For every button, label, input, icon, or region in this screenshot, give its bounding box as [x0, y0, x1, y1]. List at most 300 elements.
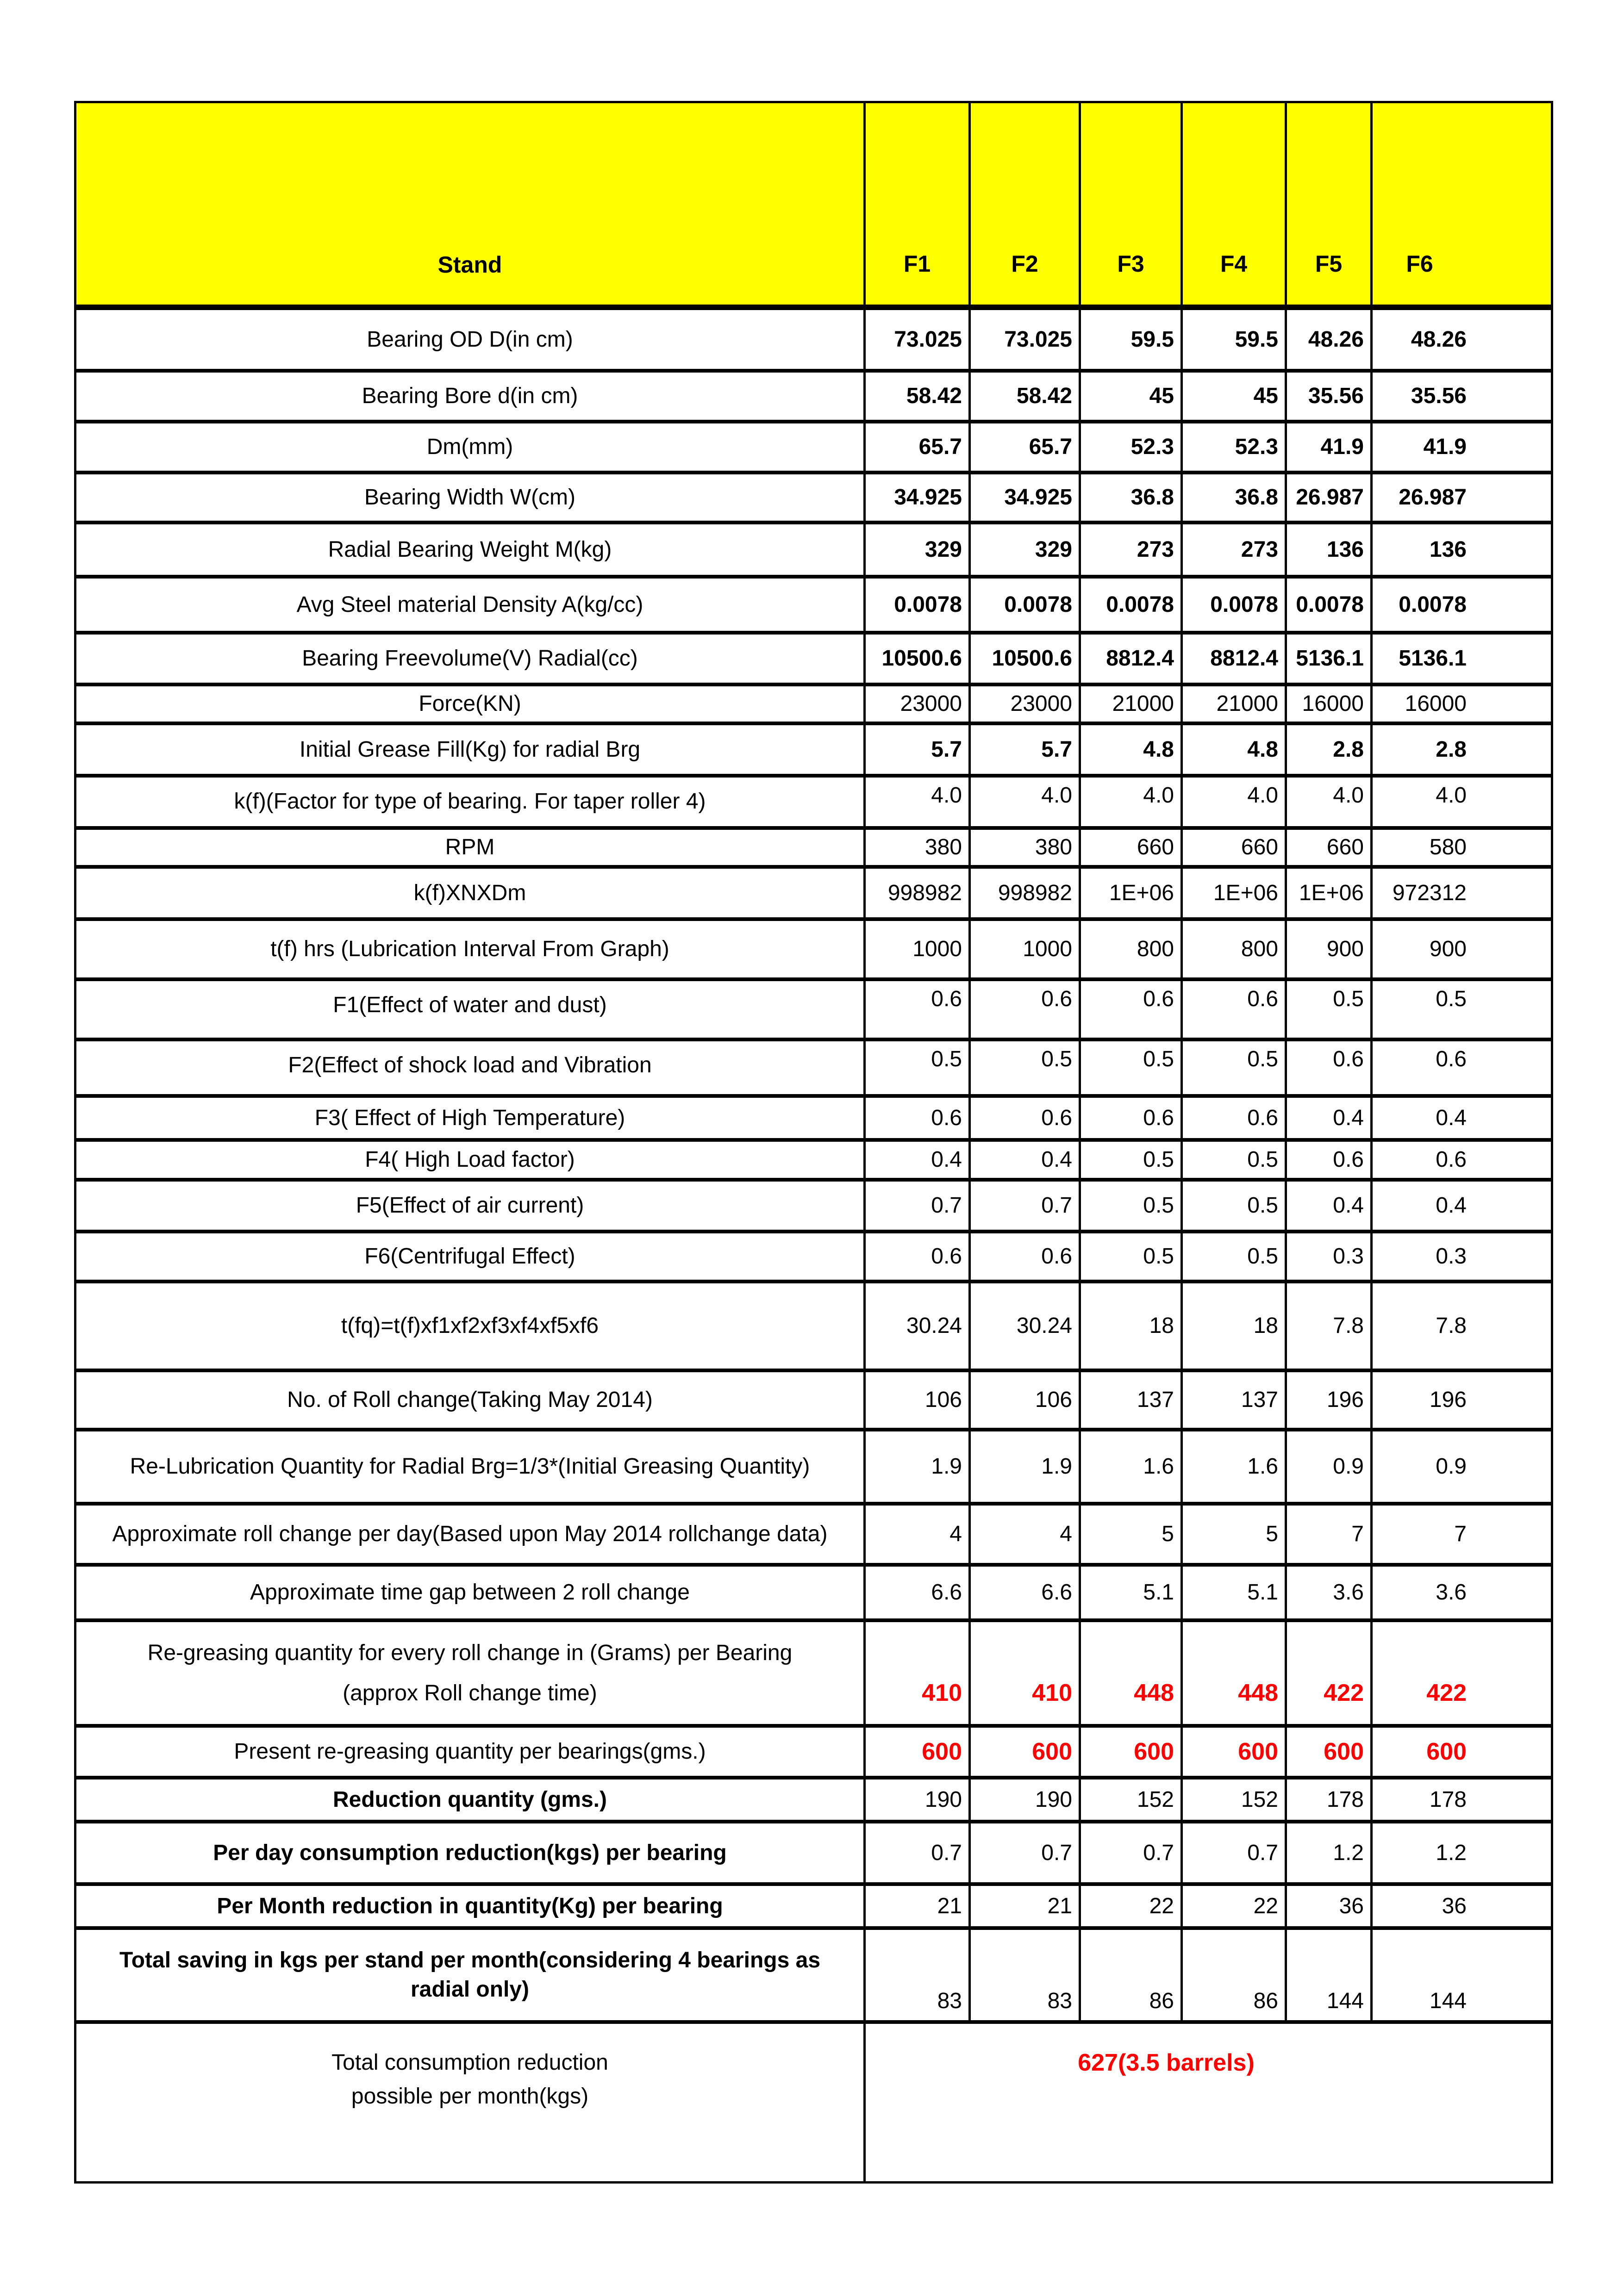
value-cell-f2 [971, 1142, 1081, 1178]
value-cell-f6 [1373, 1622, 1551, 1724]
value-cell-f2 [971, 1622, 1081, 1724]
cell-value: 136 [1326, 537, 1364, 562]
cell-value: 3.6 [1436, 1580, 1467, 1605]
footer-label-cell [76, 2024, 866, 2181]
row-label-cell [76, 1372, 866, 1428]
value-cell-f4 [1183, 1431, 1287, 1502]
value-cell-f6 [1373, 725, 1551, 774]
row-label: Bearing OD D(in cm) [367, 327, 573, 352]
value-cell-f3 [1081, 869, 1183, 917]
value-cell-f6 [1373, 686, 1551, 722]
cell-value: 59.5 [1235, 327, 1278, 352]
value-cell-f1 [866, 524, 971, 575]
value-cell-f2 [971, 1233, 1081, 1280]
value-cell-f3 [1081, 725, 1183, 774]
value-cell-f1 [866, 1728, 971, 1776]
table-row [76, 981, 1551, 1041]
stand-header-label: Stand [437, 252, 502, 278]
row-label: Radial Bearing Weight M(kg) [328, 537, 612, 562]
row-label-cell [76, 1182, 866, 1230]
row-label-cell [76, 310, 866, 369]
value-cell-f2 [971, 1283, 1081, 1369]
row-label-cell [76, 524, 866, 575]
footer-label-line1: Total consumption reduction [331, 2050, 608, 2075]
value-cell-f1 [866, 1930, 971, 2020]
row-label-cell [76, 725, 866, 774]
cell-value: 21000 [1216, 691, 1278, 716]
value-cell-f6 [1373, 474, 1551, 521]
cell-value: 10500.6 [881, 646, 962, 671]
cell-value: 0.5 [1247, 1244, 1278, 1269]
row-label: RPM [445, 835, 495, 859]
cell-value: 0.5 [1041, 1047, 1072, 1071]
row-label: Re-greasing quantity for every roll change in (Grams) per Bearing [147, 1640, 793, 1665]
cell-value: 0.4 [1436, 1193, 1467, 1218]
row-label: Re-Lubrication Quantity for Radial Brg=1/3*(Initial Greasing Quantity) [130, 1454, 810, 1479]
cell-value: 0.7 [1041, 1840, 1072, 1865]
cell-value: 36 [1442, 1893, 1467, 1918]
table-row [76, 579, 1551, 635]
cell-value: 83 [1047, 1989, 1072, 2014]
value-cell-f3 [1081, 635, 1183, 683]
cell-value: 0.6 [1436, 1147, 1467, 1172]
value-cell-f2 [971, 921, 1081, 977]
value-cell-f3 [1081, 423, 1183, 471]
cell-value: 36.8 [1235, 485, 1278, 510]
cell-value: 18 [1253, 1313, 1278, 1338]
value-cell-f4 [1183, 686, 1287, 722]
value-cell-f6 [1373, 869, 1551, 917]
cell-value: 0.6 [931, 987, 962, 1011]
value-cell-f1 [866, 830, 971, 865]
value-cell-f6 [1373, 1506, 1551, 1563]
cell-value: 48.26 [1411, 327, 1467, 352]
table-row [76, 869, 1551, 921]
row-label: F1(Effect of water and dust) [333, 993, 607, 1017]
cell-value: 21 [937, 1893, 962, 1918]
cell-value: 18 [1149, 1313, 1174, 1338]
row-label: Approximate time gap between 2 roll change [250, 1580, 690, 1605]
value-cell-f4 [1183, 1567, 1287, 1618]
value-cell-f4 [1183, 725, 1287, 774]
cell-value: 3.6 [1333, 1580, 1364, 1605]
row-label-cell [76, 869, 866, 917]
cell-value: 35.56 [1308, 384, 1364, 409]
header-cell-f3 [1081, 103, 1183, 305]
value-cell-f6 [1373, 778, 1551, 826]
value-cell-f3 [1081, 579, 1183, 631]
cell-value: 23000 [900, 691, 962, 716]
value-cell-f5 [1287, 725, 1373, 774]
header-label-f4: F4 [1220, 251, 1248, 277]
row-label-cell [76, 1098, 866, 1138]
cell-value: 106 [924, 1388, 962, 1412]
cell-value: 26.987 [1399, 485, 1467, 510]
row-label: Per Month reduction in quantity(Kg) per bearing [217, 1893, 723, 1918]
row-label: No. of Roll change(Taking May 2014) [287, 1388, 653, 1412]
table-row [76, 524, 1551, 579]
value-cell-f2 [971, 1506, 1081, 1563]
cell-value: 34.925 [894, 485, 962, 510]
value-cell-f3 [1081, 778, 1183, 826]
table-header-row [76, 103, 1551, 310]
value-cell-f5 [1287, 1431, 1373, 1502]
value-cell-f4 [1183, 524, 1287, 575]
value-cell-f3 [1081, 686, 1183, 722]
table-row [76, 686, 1551, 725]
value-cell-f5 [1287, 524, 1373, 575]
value-cell-f1 [866, 1142, 971, 1178]
row-label: t(fq)=t(f)xf1xf2xf3xf4xf5xf6 [341, 1313, 599, 1338]
cell-value: 0.4 [1041, 1147, 1072, 1172]
cell-value: 0.9 [1436, 1454, 1467, 1479]
cell-value: 4.0 [1436, 783, 1467, 808]
value-cell-f5 [1287, 1372, 1373, 1428]
value-cell-f2 [971, 830, 1081, 865]
cell-value: 800 [1241, 937, 1278, 962]
row-label-cell [76, 579, 866, 631]
cell-value: 0.0078 [894, 592, 962, 617]
table-row [76, 635, 1551, 686]
cell-value: 273 [1137, 537, 1174, 562]
cell-value: 7 [1351, 1522, 1364, 1547]
cell-value: 1E+06 [1299, 880, 1364, 905]
value-cell-f5 [1287, 869, 1373, 917]
cell-value: 22 [1149, 1893, 1174, 1918]
row-label: F6(Centrifugal Effect) [364, 1244, 575, 1269]
cell-value: 1000 [912, 937, 962, 962]
cell-value: 422 [1426, 1679, 1467, 1706]
cell-value: 190 [1035, 1787, 1072, 1812]
value-cell-f3 [1081, 1233, 1183, 1280]
table-row [76, 1506, 1551, 1567]
value-cell-f4 [1183, 1622, 1287, 1724]
value-cell-f4 [1183, 310, 1287, 369]
cell-value: 4.0 [1247, 783, 1278, 808]
value-cell-f3 [1081, 1142, 1183, 1178]
cell-value: 0.6 [931, 1244, 962, 1269]
footer-total-value-cell [866, 2024, 1551, 2181]
cell-value: 0.0078 [1296, 592, 1364, 617]
value-cell-f1 [866, 981, 971, 1038]
cell-value: 0.6 [1143, 1105, 1174, 1130]
table-row [76, 373, 1551, 423]
cell-value: 7 [1454, 1522, 1467, 1547]
value-cell-f4 [1183, 981, 1287, 1038]
cell-value: 0.6 [1333, 1047, 1364, 1071]
value-cell-f1 [866, 310, 971, 369]
cell-value: 0.6 [1247, 1105, 1278, 1130]
row-label-cell [76, 1728, 866, 1776]
cell-value: 1000 [1023, 937, 1072, 962]
value-cell-f3 [1081, 830, 1183, 865]
cell-value: 59.5 [1131, 327, 1174, 352]
footer-label-line2: possible per month(kgs) [351, 2084, 589, 2109]
cell-value: 600 [1324, 1738, 1364, 1765]
value-cell-f6 [1373, 1780, 1551, 1820]
value-cell-f3 [1081, 474, 1183, 521]
value-cell-f5 [1287, 1233, 1373, 1280]
value-cell-f6 [1373, 1930, 1551, 2020]
cell-value: 30.24 [906, 1313, 962, 1338]
value-cell-f5 [1287, 1622, 1373, 1724]
cell-value: 35.56 [1411, 384, 1467, 409]
value-cell-f1 [866, 474, 971, 521]
cell-value: 448 [1238, 1679, 1278, 1706]
row-label: F5(Effect of air current) [356, 1193, 584, 1218]
value-cell-f3 [1081, 1886, 1183, 1926]
cell-value: 0.6 [1143, 987, 1174, 1011]
cell-value: 600 [1032, 1738, 1072, 1765]
cell-value: 0.6 [1333, 1147, 1364, 1172]
cell-value: 329 [924, 537, 962, 562]
value-cell-f6 [1373, 1233, 1551, 1280]
value-cell-f4 [1183, 1041, 1287, 1094]
table-row [76, 778, 1551, 830]
header-cell-f5 [1287, 103, 1373, 305]
value-cell-f4 [1183, 1098, 1287, 1138]
value-cell-f4 [1183, 635, 1287, 683]
cell-value: 800 [1137, 937, 1174, 962]
cell-value: 0.5 [1247, 1193, 1278, 1218]
cell-value: 900 [1326, 937, 1364, 962]
value-cell-f3 [1081, 1930, 1183, 2020]
value-cell-f3 [1081, 921, 1183, 977]
cell-value: 21 [1047, 1893, 1072, 1918]
value-cell-f2 [971, 635, 1081, 683]
cell-value: 16000 [1302, 691, 1364, 716]
cell-value: 86 [1253, 1989, 1278, 2014]
value-cell-f3 [1081, 981, 1183, 1038]
cell-value: 4 [949, 1522, 962, 1547]
row-label-cell [76, 1622, 866, 1724]
row-label: Bearing Bore d(in cm) [362, 384, 578, 408]
row-label-cell [76, 1142, 866, 1178]
value-cell-f2 [971, 778, 1081, 826]
cell-value: 5136.1 [1399, 646, 1467, 671]
cell-value: 45 [1149, 384, 1174, 409]
value-cell-f5 [1287, 373, 1373, 420]
header-label-f2: F2 [1011, 251, 1038, 277]
value-cell-f4 [1183, 423, 1287, 471]
cell-value: 660 [1241, 835, 1278, 860]
value-cell-f4 [1183, 1182, 1287, 1230]
value-cell-f3 [1081, 1283, 1183, 1369]
value-cell-f3 [1081, 1823, 1183, 1882]
value-cell-f2 [971, 869, 1081, 917]
value-cell-f2 [971, 1780, 1081, 1820]
cell-value: 329 [1035, 537, 1072, 562]
cell-value: 4.8 [1247, 737, 1278, 762]
value-cell-f1 [866, 1182, 971, 1230]
cell-value: 136 [1429, 537, 1467, 562]
cell-value: 410 [922, 1679, 962, 1706]
value-cell-f3 [1081, 1567, 1183, 1618]
value-cell-f5 [1287, 981, 1373, 1038]
header-label-f3: F3 [1117, 251, 1144, 277]
cell-value: 1E+06 [1109, 880, 1174, 905]
row-label: t(f) hrs (Lubrication Interval From Graph) [270, 937, 669, 961]
value-cell-f1 [866, 1823, 971, 1882]
value-cell-f3 [1081, 1041, 1183, 1094]
value-cell-f2 [971, 1041, 1081, 1094]
value-cell-f4 [1183, 1886, 1287, 1926]
cell-value: 0.7 [1041, 1193, 1072, 1218]
cell-value: 48.26 [1308, 327, 1364, 352]
cell-value: 0.5 [1143, 1147, 1174, 1172]
value-cell-f4 [1183, 1506, 1287, 1563]
cell-value: 1.2 [1333, 1840, 1364, 1865]
value-cell-f1 [866, 1780, 971, 1820]
cell-value: 1.2 [1436, 1840, 1467, 1865]
cell-value: 144 [1326, 1989, 1364, 2014]
cell-value: 178 [1326, 1787, 1364, 1812]
value-cell-f5 [1287, 1182, 1373, 1230]
cell-value: 144 [1429, 1989, 1467, 2014]
cell-value: 0.5 [1143, 1244, 1174, 1269]
cell-value: 660 [1326, 835, 1364, 860]
cell-value: 196 [1429, 1388, 1467, 1412]
cell-value: 7.8 [1436, 1313, 1467, 1338]
cell-value: 0.0078 [1004, 592, 1072, 617]
table-row [76, 1567, 1551, 1622]
value-cell-f5 [1287, 1930, 1373, 2020]
cell-value: 0.5 [1333, 987, 1364, 1011]
value-cell-f3 [1081, 524, 1183, 575]
cell-value: 600 [1426, 1738, 1467, 1765]
cell-value: 73.025 [1004, 327, 1072, 352]
cell-value: 0.6 [1041, 1105, 1072, 1130]
value-cell-f5 [1287, 1728, 1373, 1776]
cell-value: 36 [1339, 1893, 1364, 1918]
cell-value: 58.42 [906, 384, 962, 409]
cell-value: 0.7 [931, 1193, 962, 1218]
cell-value: 23000 [1010, 691, 1072, 716]
cell-value: 998982 [998, 880, 1072, 905]
value-cell-f4 [1183, 1372, 1287, 1428]
value-cell-f1 [866, 1567, 971, 1618]
footer-total-value: 627(3.5 barrels) [1078, 2049, 1255, 2076]
value-cell-f2 [971, 474, 1081, 521]
row-label-cell [76, 1283, 866, 1369]
value-cell-f6 [1373, 1041, 1551, 1094]
value-cell-f6 [1373, 373, 1551, 420]
value-cell-f4 [1183, 921, 1287, 977]
row-label-cell [76, 921, 866, 977]
value-cell-f3 [1081, 1431, 1183, 1502]
row-label-cell [76, 830, 866, 865]
row-label-cell [76, 373, 866, 420]
value-cell-f3 [1081, 1372, 1183, 1428]
cell-value: 422 [1324, 1679, 1364, 1706]
value-cell-f3 [1081, 1622, 1183, 1724]
value-cell-f5 [1287, 1567, 1373, 1618]
cell-value: 6.6 [931, 1580, 962, 1605]
table-row [76, 1098, 1551, 1142]
value-cell-f2 [971, 373, 1081, 420]
value-cell-f6 [1373, 1098, 1551, 1138]
table-row [76, 1823, 1551, 1886]
table-row [76, 830, 1551, 869]
value-cell-f2 [971, 524, 1081, 575]
cell-value: 600 [1134, 1738, 1174, 1765]
header-label-f1: F1 [903, 251, 931, 277]
cell-value: 65.7 [918, 435, 962, 460]
header-cell-f1 [866, 103, 971, 305]
cell-value: 5.1 [1143, 1580, 1174, 1605]
cell-value: 0.5 [1436, 987, 1467, 1011]
row-label: F3( Effect of High Temperature) [314, 1105, 625, 1130]
cell-value: 5 [1162, 1522, 1174, 1547]
cell-value: 380 [1035, 835, 1072, 860]
header-cell-f2 [971, 103, 1081, 305]
value-cell-f4 [1183, 1780, 1287, 1820]
value-cell-f5 [1287, 921, 1373, 977]
cell-value: 0.7 [1143, 1840, 1174, 1865]
row-label-cell [76, 1567, 866, 1618]
table-row [76, 1622, 1551, 1728]
cell-value: 380 [924, 835, 962, 860]
cell-value: 410 [1032, 1679, 1072, 1706]
table-row [76, 310, 1551, 373]
value-cell-f1 [866, 778, 971, 826]
cell-value: 52.3 [1131, 435, 1174, 460]
row-label-cell [76, 423, 866, 471]
value-cell-f1 [866, 686, 971, 722]
header-label-f5: F5 [1315, 251, 1343, 277]
row-label-cell [76, 1930, 866, 2020]
cell-value: 0.4 [1333, 1193, 1364, 1218]
value-cell-f4 [1183, 1823, 1287, 1882]
value-cell-f4 [1183, 373, 1287, 420]
cell-value: 0.3 [1436, 1244, 1467, 1269]
value-cell-f4 [1183, 1142, 1287, 1178]
value-cell-f1 [866, 1233, 971, 1280]
table-row [76, 1930, 1551, 2024]
cell-value: 30.24 [1016, 1313, 1072, 1338]
row-label: Reduction quantity (gms.) [333, 1787, 607, 1812]
value-cell-f1 [866, 1372, 971, 1428]
value-cell-f5 [1287, 310, 1373, 369]
table-row [76, 921, 1551, 981]
cell-value: 0.4 [1436, 1105, 1467, 1130]
value-cell-f5 [1287, 1142, 1373, 1178]
cell-value: 0.3 [1333, 1244, 1364, 1269]
row-label: Avg Steel material Density A(kg/cc) [296, 592, 643, 617]
value-cell-f6 [1373, 1728, 1551, 1776]
cell-value: 7.8 [1333, 1313, 1364, 1338]
value-cell-f2 [971, 310, 1081, 369]
value-cell-f5 [1287, 778, 1373, 826]
cell-value: 5.7 [931, 737, 962, 762]
value-cell-f6 [1373, 635, 1551, 683]
cell-value: 45 [1253, 384, 1278, 409]
cell-value: 0.5 [1143, 1047, 1174, 1071]
value-cell-f6 [1373, 1283, 1551, 1369]
value-cell-f4 [1183, 1233, 1287, 1280]
cell-value: 448 [1134, 1679, 1174, 1706]
row-label: Present re-greasing quantity per bearings(gms.) [234, 1739, 706, 1764]
value-cell-f6 [1373, 579, 1551, 631]
cell-value: 152 [1137, 1787, 1174, 1812]
value-cell-f5 [1287, 1506, 1373, 1563]
value-cell-f5 [1287, 1098, 1373, 1138]
value-cell-f2 [971, 1372, 1081, 1428]
cell-value: 0.4 [931, 1147, 962, 1172]
row-label-cell [76, 635, 866, 683]
header-label-f6: F6 [1406, 251, 1433, 277]
cell-value: 16000 [1405, 691, 1467, 716]
